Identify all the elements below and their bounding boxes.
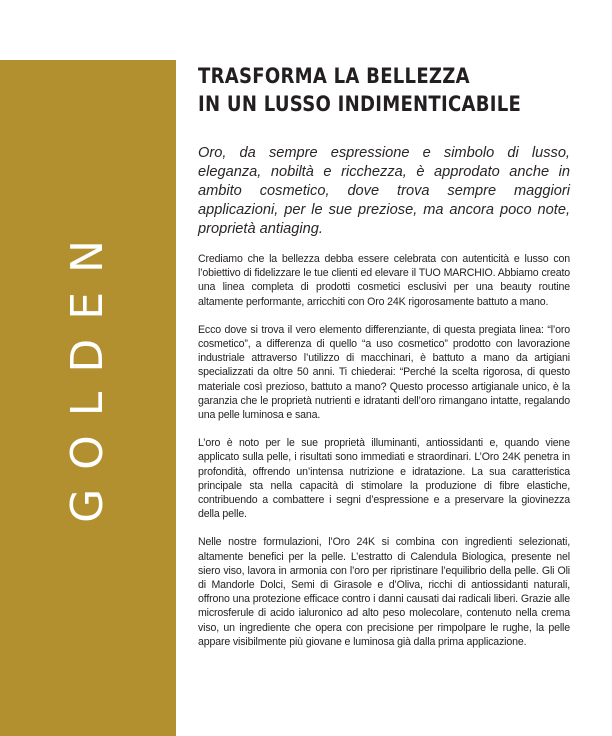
intro-paragraph: Oro, da sempre espressione e simbolo di lusso, eleganza, nobiltà e ricchezza, è approdato anche in ambito cosmetico, dove trova sempre maggiori applicazioni, per le sue preziose, ma ancora poco note, proprietà antiaging. <box>198 145 570 237</box>
body-paragraph-1: Crediamo che la bellezza debba essere celebrata con autenticità e lusso con l’obiettivo di fidelizzare le tue clienti ed elevare il TUO MARCHIO. Abbiamo creato una linea completa di prodotti cosmetici esclusivi per una beauty routine altamente performante, arricchiti con Oro 24K rigorosamente battuto a mano. <box>198 253 570 308</box>
body-paragraph-3: L’oro è noto per le sue proprietà illuminanti, antiossidanti e, quando viene applicato sulla pelle, i risultati sono immediati e straordinari. L’Oro 24K penetra in profondità, offrendo un’intensa nutrizione e idratazione. La sua caratteristica principale sta nella capacità di stimolare la produzione di fibre elastiche, contribuendo a combattere i segni d’espressione e a preservare la giovinezza della pelle. <box>198 437 570 521</box>
title-line-1: TRASFORMA LA BELLEZZA <box>198 64 470 88</box>
golden-vertical-label <box>0 60 176 736</box>
page-title <box>198 62 559 118</box>
body-paragraph-4: Nelle nostre formulazioni, l’Oro 24K si combina con ingredienti selezionati, altamente benefici per la pelle. L’estratto di Calendula Biologica, presente nel siero viso, lavora in armonia con l’oro per ripristinare l’equilibrio della pelle. Gli Oli di Mandorle Dolci, Semi di Girasole e d’Oliva, ricchi di antiossidanti naturali, offrono una protezione efficace contro i danni causati dai radicali liberi. Grazie alle microsferule di acido ialuronico ad alto peso molecolare, contenuto nella crema viso, un ingrediente che opera con precisione per rimpolpare le rughe, la pelle appare visibilmente più giovane e luminosa già dalla prima applicazione. <box>198 536 570 648</box>
article-content <box>198 62 570 649</box>
body-paragraph-2: Ecco dove si trova il vero elemento differenziante, di questa pregiata linea: “l’oro cosmetico”, a differenza di quello “a uso cosmetico” prodotto con lavorazione industriale attraverso l’utilizzo di macchinari, è battuto a mano da artigiani specializzati da oltre 50 anni. Ti chiederai: “Perché la scelta rigorosa, di questo materiale così prezioso, battuto a mano? Questo processo artigianale unico, è la garanzia che le proprietà nutrienti e idratanti dell’oro rimangano intatte, regalando una pelle luminosa e sana. <box>198 323 570 422</box>
title-line-2: IN UN LUSSO INDIMENTICABILE <box>198 92 522 116</box>
golden-label-text: GOLDEN <box>62 221 113 523</box>
